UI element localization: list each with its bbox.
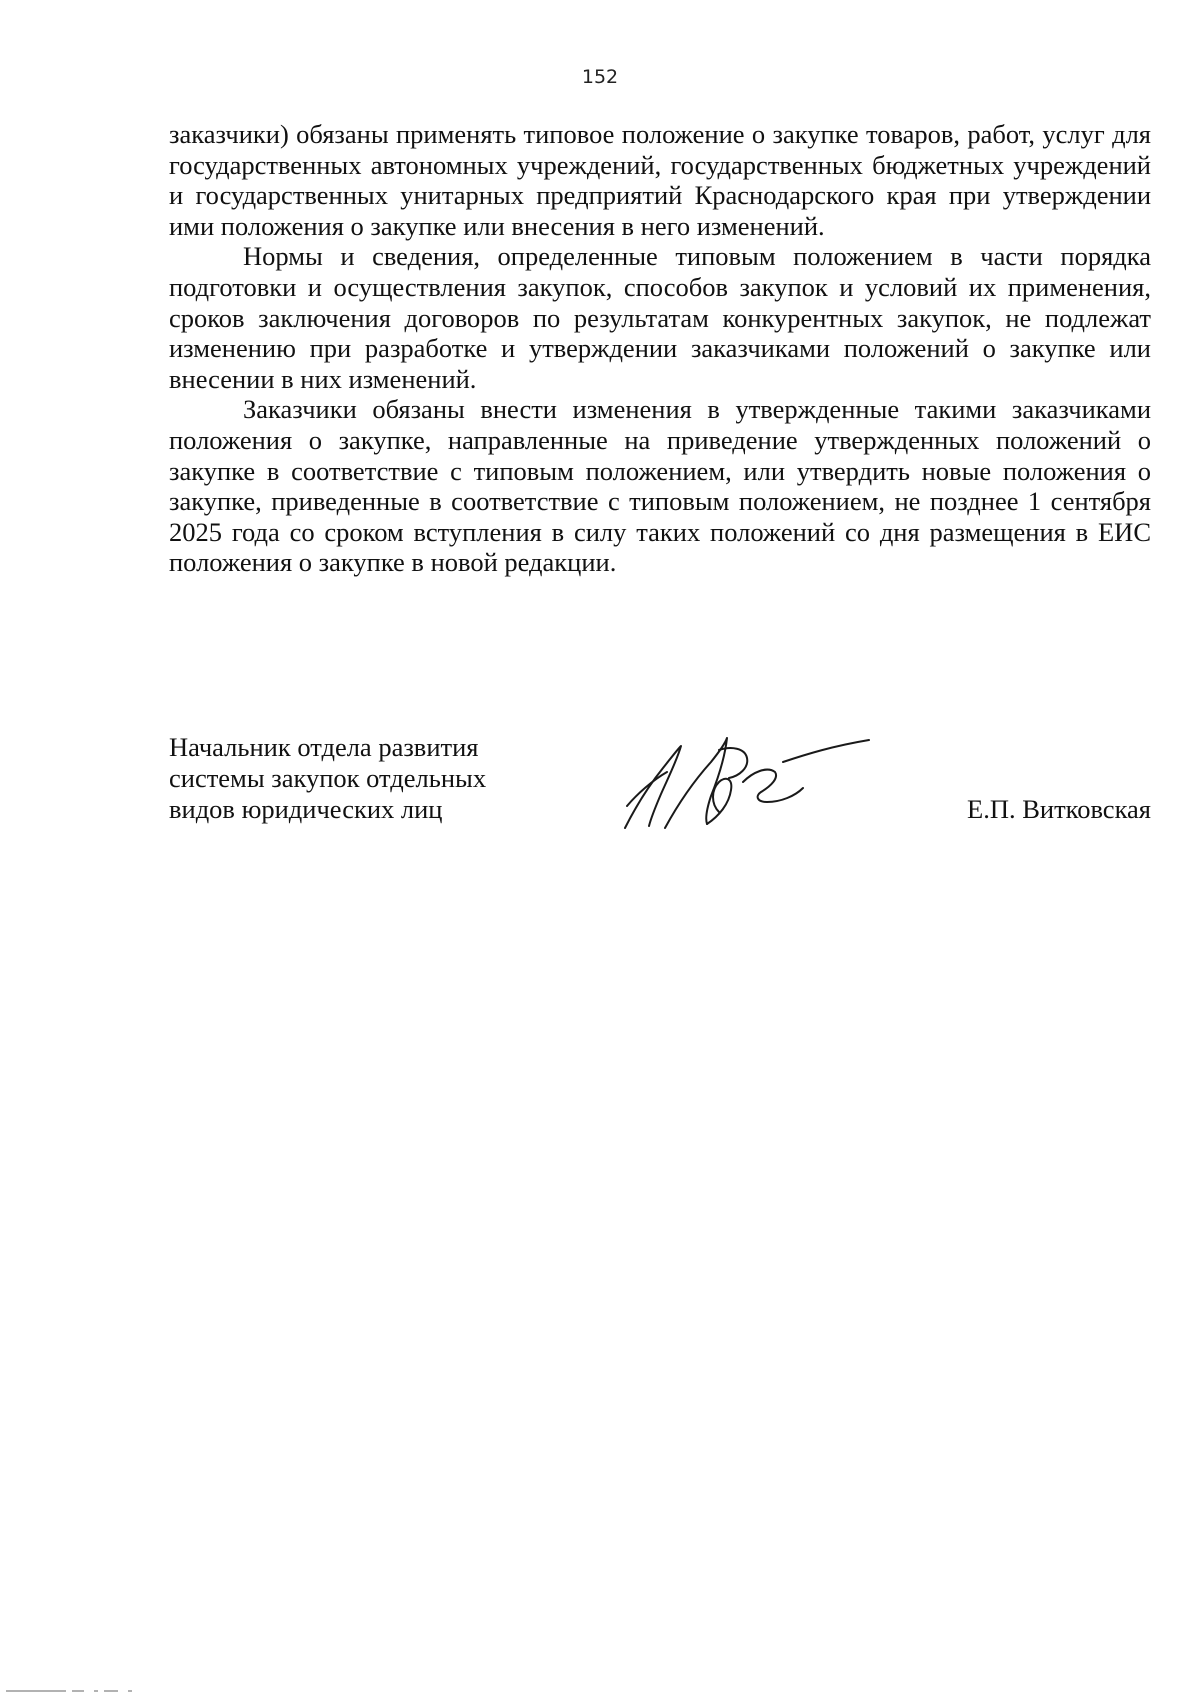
signer-position-line: Начальник отдела развития (169, 732, 479, 762)
page-number: 152 (581, 66, 619, 88)
signer-position-line: системы закупок отдельных (169, 763, 487, 793)
paragraph-continuation: заказчики) обязаны применять типовое положение о закупке товаров, работ, услуг для государственных автономных учреждений, государственных бюджетных учреждений и государственных унитарных предприятий Краснодарского края при утверждении ими положения о закупке или внесения в него изменений. (169, 119, 1151, 241)
signer-name: Е.П. Витковская (967, 794, 1151, 824)
document-body (169, 119, 1151, 578)
scan-artifact-icon (0, 1689, 160, 1693)
signer-position (169, 732, 549, 825)
signer-position-line: видов юридических лиц (169, 794, 443, 824)
paragraph-customers-obligation: Заказчики обязаны внести изменения в утвержденные такими заказчиками положения о закупке, направленные на приведение утвержденных положений о закупке в соответствие с типовым положением, или утвердить новые положения о закупке, приведенные в соответствие с типовым положением, не позднее 1 сентября 2025 года со сроком вступления в силу таких положений со дня размещения в ЕИС положения о закупке в новой редакции. (169, 394, 1151, 578)
handwritten-signature-icon (607, 716, 877, 846)
signature-block (169, 732, 1151, 852)
paragraph-norms: Нормы и сведения, определенные типовым положением в части порядка подготовки и осуществления закупок, способов закупок и условий их применения, сроков заключения договоров по результатам конкурентных закупок, не подлежат изменению при разработке и утверждении заказчиками положений о закупке или внесении в них изменений. (169, 241, 1151, 394)
